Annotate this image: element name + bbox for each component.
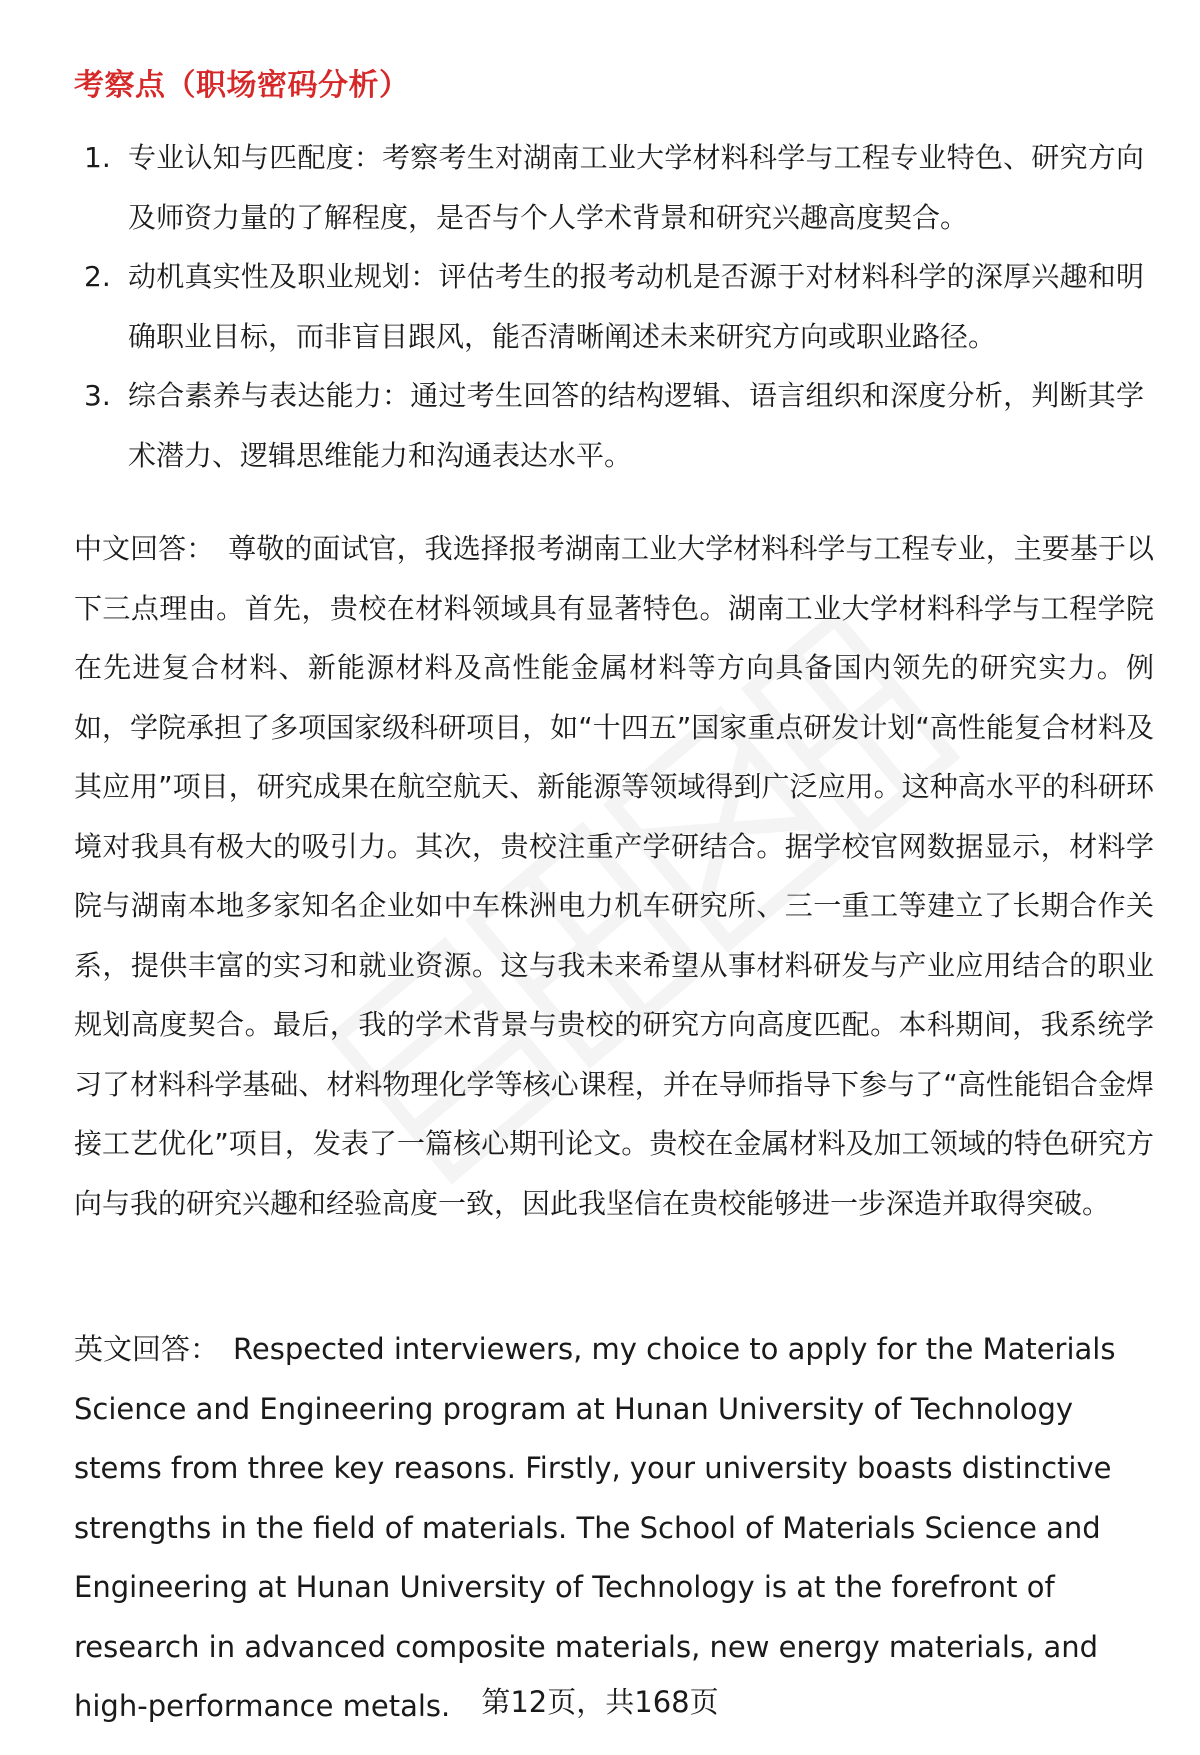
list-item-number: 2. [84,260,111,293]
section-title: 考察点（职场密码分析） [74,68,410,103]
page-number-footer: 第12页，共168页 [481,1685,719,1719]
list-item [84,128,1144,247]
english-answer-paragraph [74,1320,1154,1737]
list-item [84,366,1144,485]
english-answer-text: Respected interviewers, my choice to apply for the Materials Science and Engineering program at Hunan University of Technology stems from three key reasons. Firstly, your university boasts distinctive strengths in the field of materials. The School of Materials Science and Engineering at Hunan University of Technology is at the forefront of research in advanced composite materials, new energy materials, and high-performance metals. [74,1332,1116,1723]
english-answer-label: 英文回答： [74,1332,220,1366]
assessment-points-list [84,128,1144,485]
list-item-text: 动机真实性及职业规划：评估考生的报考动机是否源于对材料科学的深厚兴趣和明确职业目标，而非盲目跟风，能否清晰阐述未来研究方向或职业路径。 [128,260,1144,353]
list-item-text: 专业认知与匹配度：考察考生对湖南工业大学材料科学与工程专业特色、研究方向及师资力量的了解程度，是否与个人学术背景和研究兴趣高度契合。 [128,141,1144,234]
list-item-number: 1. [84,141,111,174]
list-item-text: 综合素养与表达能力：通过考生回答的结构逻辑、语言组织和深度分析，判断其学术潜力、逻辑思维能力和沟通表达水平。 [128,379,1144,472]
chinese-answer-label: 中文回答： [74,532,215,565]
list-item [84,247,1144,366]
chinese-answer-paragraph [74,519,1154,1233]
list-item-number: 3. [84,379,111,412]
chinese-answer-text: 尊敬的面试官，我选择报考湖南工业大学材料科学与工程专业，主要基于以下三点理由。首先，贵校在材料领域具有显著特色。湖南工业大学材料科学与工程学院在先进复合材料、新能源材料及高性能金属材料等方向具备国内领先的研究实力。例如，学院承担了多项国家级科研项目，如“十四五”国家重点研发计划“高性能复合材料及其应用”项目，研究成果在航空航天、新能源等领域得到广泛应用。这种高水平的科研环境对我具有极大的吸引力。其次，贵校注重产学研结合。据学校官网数据显示，材料学院与湖南本地多家知名企业如中车株洲电力机车研究所、三一重工等建立了长期合作关系，提供丰富的实习和就业资源。这与我未来希望从事材料研发与产业应用结合的职业规划高度契合。最后，我的学术背景与贵校的研究方向高度匹配。本科期间，我系统学习了材料科学基础、材料物理化学等核心课程，并在导师指导下参与了“高性能铝合金焊接工艺优化”项目，发表了一篇核心期刊论文。贵校在金属材料及加工领域的特色研究方向与我的研究兴趣和经验高度一致，因此我坚信在贵校能够进一步深造并取得突破。 [74,532,1154,1220]
